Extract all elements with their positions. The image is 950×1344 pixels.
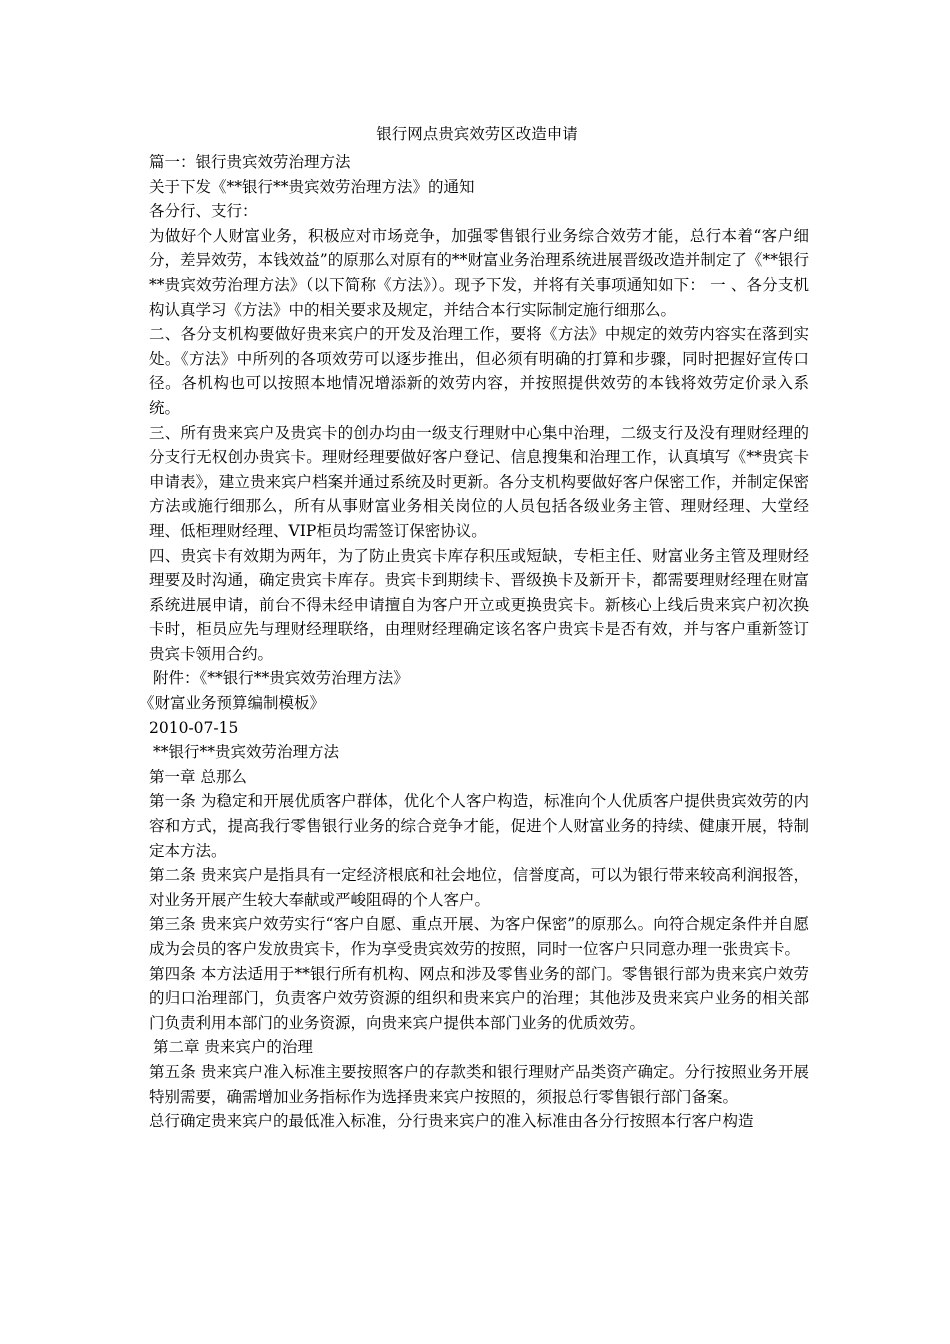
body-paragraph: 为做好个人财富业务，积极应对市场竞争，加强零售银行业务综合效劳才能，总行本着“客户细分，差异效劳，本钱效益”的原那么对原有的**财富业务治理系统进展晋级改造并制定了《**银行**贵宾效劳治理方法》（以下简称《方法》）。现予下发，并将有关事项通知如下： 一 、各分支机构认真学习《方法》中的相关要求及规定，并结合本行实际制定施行细那么。 (149, 226, 809, 319)
chapter-heading: 第二章 贵来宾户的治理 (153, 1038, 313, 1057)
body-paragraph: 二、各分支机构要做好贵来宾户的开发及治理工作，要将《方法》中规定的效劳内容实在落到实处。《方法》中所列的各项效劳可以逐步推出，但必须有明确的打算和步骤，同时把握好宣传口径。各机构也可以按照本地情况增添新的效劳内容，并按照提供效劳的本钱将效劳定价录入系统。 (149, 325, 809, 417)
article-paragraph: 第三条 贵来宾户效劳实行“客户自愿、重点开展、为客户保密”的原那么。向符合规定条件并自愿成为会员的客户发放贵宾卡，作为享受贵宾效劳的按照，同时一位客户只同意办理一张贵宾卡。 (149, 915, 809, 958)
attachment-template: 《财富业务预算编制模板》 (139, 694, 326, 713)
article-paragraph: 第四条 本方法适用于**银行所有机构、网点和涉及零售业务的部门。零售银行部为贵来宾户效劳的归口治理部门，负责客户效劳资源的组织和贵来宾户的治理；其他涉及贵来宾户业务的相关部门负责利用本部门的业务资源，向贵来宾户提供本部门业务的优质效劳。 (149, 964, 809, 1032)
body-paragraph: 四、贵宾卡有效期为两年，为了防止贵宾卡库存积压或短缺，专柜主任、财富业务主管及理财经理要及时沟通，确定贵宾卡库存。贵宾卡到期续卡、晋级换卡及新开卡，都需要理财经理在财富系统进展申请，前台不得未经申请擅自为客户开立或更换贵宾卡。新核心上线后贵来宾户初次换卡时，柜员应先与理财经理联络，由理财经理确定该名客户贵宾卡是否有效，并与客户重新签订贵宾卡领用合约。 (149, 546, 809, 663)
article-paragraph: 第二条 贵来宾户是指具有一定经济根底和社会地位，信誉度高，可以为银行带来较高利润报答，对业务开展产生较大奉献或严峻阻碍的个人客户。 (149, 866, 809, 909)
document-page (139, 122, 809, 1134)
section-title: **银行**贵宾效劳治理方法 (153, 743, 340, 762)
notice-heading: 关于下发《**银行**贵宾效劳治理方法》的通知 (149, 177, 475, 196)
chapter-heading: 第一章 总那么 (149, 767, 247, 786)
attachment-line: 附件：《**银行**贵宾效劳治理方法》 (153, 669, 409, 688)
document-date: 2010-07-15 (149, 718, 239, 737)
salutation: 各分行、支行： (149, 202, 258, 221)
article-paragraph: 第一条 为稳定和开展优质客户群体，优化个人客户构造，标准向个人优质客户提供贵宾效劳的内容和方式，提高我行零售银行业务的综合竞争才能，促进个人财富业务的持续、健康开展，特制定本方法。 (149, 792, 809, 860)
chapter-heading: 篇一：银行贵宾效劳治理方法 (149, 153, 351, 171)
document-title: 银行网点贵宾效劳区改造申请 (376, 125, 578, 143)
article-paragraph: 第五条 贵来宾户准入标准主要按照客户的存款类和银行理财产品类资产确定。分行按照业务开展特别需要，确需增加业务指标作为选择贵来宾户按照的，须报总行零售银行部门备案。 (149, 1062, 809, 1106)
article-paragraph: 总行确定贵来宾户的最低准入标准，分行贵来宾户的准入标准由各分行按照本行客户构造 (149, 1112, 754, 1131)
body-paragraph: 三、所有贵来宾户及贵宾卡的创办均由一级支行理财中心集中治理，二级支行及没有理财经理的分支行无权创办贵宾卡。理财经理要做好客户登记、信息搜集和治理工作，认真填写《**贵宾卡申请表》，建立贵来宾户档案并通过系统及时更新。各分支机构要做好客户保密工作，并制定保密方法或施行细那么，所有从事财富业务相关岗位的人员包括各级业务主管、理财经理、大堂经理、低柜理财经理、VIP柜员均需签订保密协议。 (149, 423, 809, 540)
